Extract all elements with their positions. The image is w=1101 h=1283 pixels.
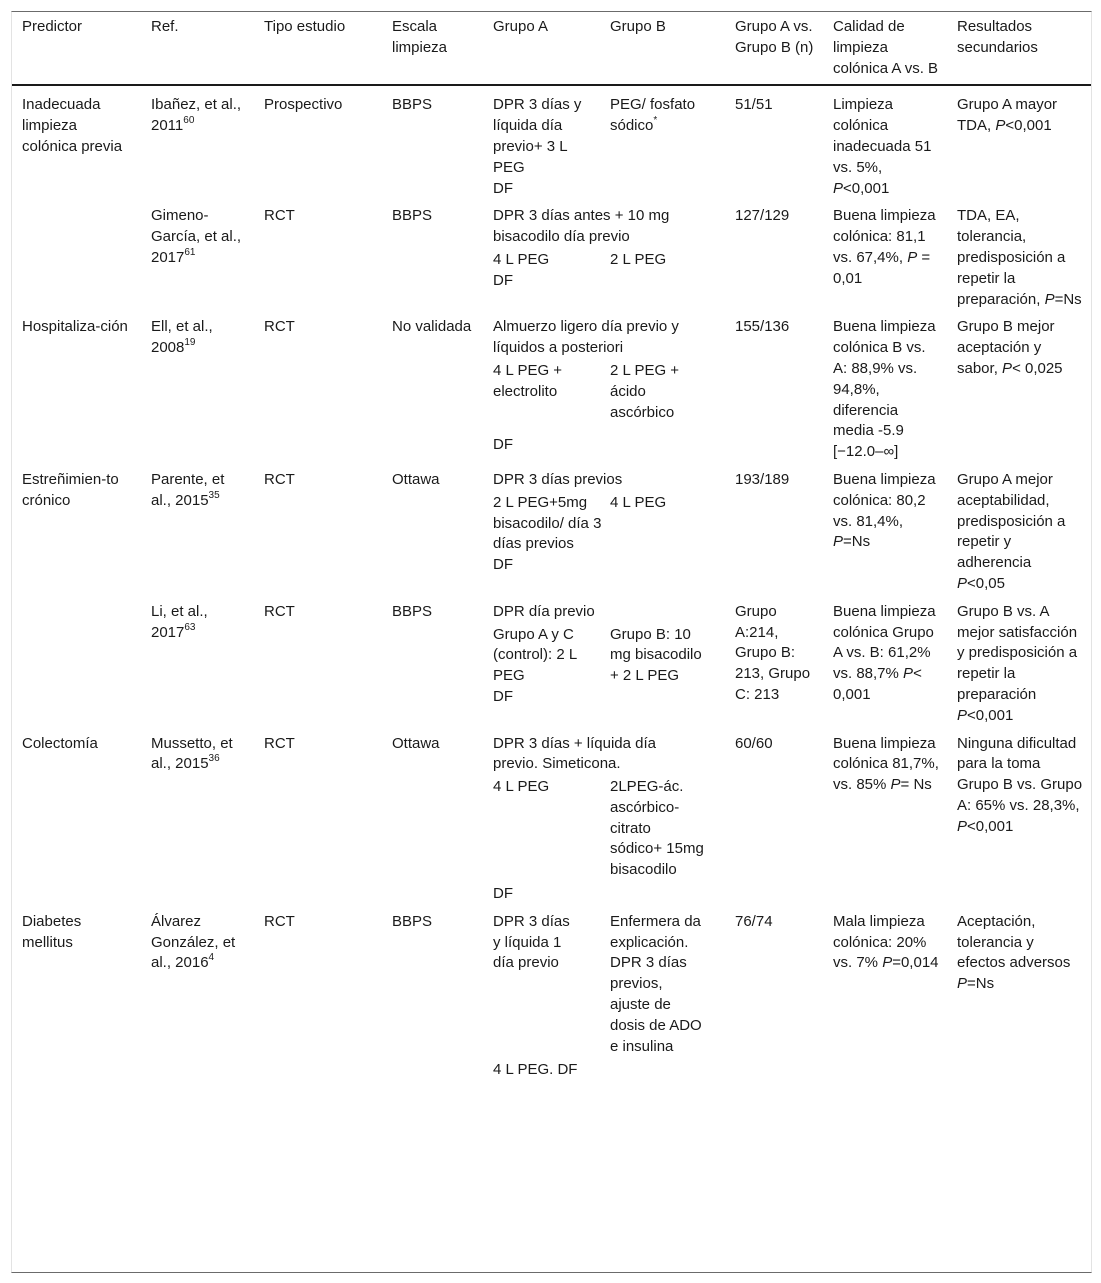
p-value: =0,014 <box>892 954 939 972</box>
header-calidad: Calidad de limpieza colónica A vs. B <box>833 18 939 77</box>
cell-secundarios <box>947 729 1091 907</box>
grupo-a-text: 2 L PEG+5mg bisacodilo/ día 3 días previos <box>493 493 602 553</box>
cell-ref <box>141 312 254 465</box>
header-grupo-b: Grupo B <box>610 18 666 35</box>
p-label: P <box>833 179 844 197</box>
grupo-a-df: DF <box>493 436 513 454</box>
cell-calidad: Buena limpieza colónica B vs. A: 88,9% vs. 94,8%, diferencia media -5.9 [−12.0–∞] <box>833 318 936 461</box>
p-label: P <box>995 117 1006 135</box>
ref-text: Parente, et al., 2015 <box>151 470 225 509</box>
cell-ref <box>141 597 254 729</box>
secundarios-text: TDA, EA, tolerancia, predisposición a repetir la preparación, <box>957 207 1066 308</box>
header-escala: Escala limpieza <box>392 18 448 56</box>
cell-secundarios <box>947 312 1091 465</box>
grupo-b-superscript: * <box>653 115 658 127</box>
header-grupo-a: Grupo A <box>493 18 549 35</box>
ref-superscript: 60 <box>183 115 195 127</box>
shared-protocol: DPR 3 días previos <box>493 470 623 488</box>
cell-secundarios <box>947 597 1091 729</box>
header-n: Grupo A vs. Grupo B (n) <box>735 18 814 56</box>
cell-tipo: RCT <box>264 470 295 488</box>
table-row <box>12 729 1091 907</box>
cell-grupos <box>483 729 725 907</box>
grupo-a-block <box>493 493 603 576</box>
grupo-a-text: DPR 3 días y líquida 1 día previo <box>493 912 570 972</box>
ref-superscript: 63 <box>184 621 196 633</box>
secundarios-text: Aceptación, tolerancia y efectos adversos <box>957 912 1071 972</box>
cell-grupos <box>483 201 725 312</box>
group-split <box>493 625 717 708</box>
grupo-a-df: DF <box>493 556 513 574</box>
grupo-a-df: DF <box>493 271 513 289</box>
table-row <box>12 312 1091 465</box>
p-value: <0,001 <box>967 817 1014 835</box>
p-value: <0,05 <box>967 574 1005 592</box>
grupo-b-text: Enfermera da explicación. DPR 3 días previos, ajuste de dosis de ADO e insulina <box>610 912 702 1055</box>
predictor-table <box>12 12 1091 1087</box>
cell-predictor <box>12 597 141 729</box>
group-split <box>493 250 717 292</box>
cell-calidad <box>823 729 947 907</box>
p-value: <0,001 <box>1005 117 1052 135</box>
cell-tipo: RCT <box>264 734 295 752</box>
cell-ref <box>141 201 254 312</box>
cell-calidad <box>823 465 947 597</box>
p-label: P <box>882 954 893 972</box>
group-split <box>493 493 717 576</box>
cell-n: 193/189 <box>735 470 790 488</box>
grupo-a-text: 4 L PEG <box>493 250 550 268</box>
grupo-a-df: DF <box>493 687 513 705</box>
table-header <box>12 12 1091 85</box>
grupo-a-block <box>493 361 610 423</box>
calidad-text: Buena limpieza colónica Grupo A vs. B: 61,2% vs. 88,7% <box>833 602 936 683</box>
shared-protocol: DPR 3 días antes + 10 mg bisacodilo día previo <box>493 207 670 246</box>
p-value: = Ns <box>900 776 932 794</box>
cell-grupos <box>483 312 725 465</box>
calidad-text: Buena limpieza colónica: 81,1 vs. 67,4%, <box>833 207 936 266</box>
cell-escala: BBPS <box>392 96 433 114</box>
p-value: =Ns <box>843 533 871 551</box>
table-row <box>12 465 1091 597</box>
p-label: P <box>833 533 844 551</box>
ref-text: Ell, et al., 2008 <box>151 318 213 357</box>
cell-escala: BBPS <box>392 207 433 225</box>
shared-protocol: DPR día previo <box>493 602 595 620</box>
ref-superscript: 36 <box>208 753 220 765</box>
table-row <box>12 85 1091 201</box>
grupo-a-text: 4 L PEG <box>493 778 550 796</box>
table-body <box>12 85 1091 1087</box>
cell-escala: Ottawa <box>392 734 440 752</box>
p-label: P <box>957 574 968 592</box>
table-row <box>12 907 1091 1087</box>
calidad-text: Buena limpieza colónica 81,7%, vs. 85% <box>833 734 939 794</box>
ref-text: Ibañez, et al., 2011 <box>151 96 242 135</box>
secundarios-text: Ninguna dificultad para la toma Grupo B vs. Grupo A: 65% vs. 28,3%, <box>957 734 1083 814</box>
grupo-a-block <box>493 625 583 708</box>
cell-predictor: Colectomía <box>22 734 98 752</box>
cell-tipo: RCT <box>264 912 295 930</box>
header-secundarios: Resultados secundarios <box>957 18 1038 56</box>
cell-n: Grupo A:214, Grupo B: 213, Grupo C: 213 <box>735 602 811 703</box>
cell-secundarios <box>947 907 1091 1087</box>
cell-escala: BBPS <box>392 912 433 930</box>
cell-escala: No validada <box>392 318 472 336</box>
calidad-text: Buena limpieza colónica: 80,2 vs. 81,4%, <box>833 470 936 530</box>
shared-protocol: Almuerzo ligero día previo y líquidos a posteriori <box>493 318 679 357</box>
cell-predictor: Estreñimien-to crónico <box>22 470 119 509</box>
p-label: P <box>957 706 968 724</box>
header-ref: Ref. <box>151 18 179 35</box>
cell-n: 51/51 <box>735 96 773 114</box>
cell-tipo: RCT <box>264 602 295 620</box>
cell-ref <box>141 465 254 597</box>
p-value: =Ns <box>967 975 995 993</box>
grupo-a-df: 4 L PEG. DF <box>493 1061 578 1079</box>
p-value: < 0,001 <box>833 665 922 703</box>
cell-grupos <box>483 597 725 729</box>
cell-tipo: RCT <box>264 318 295 336</box>
cell-calidad <box>823 907 947 1087</box>
cell-secundarios <box>947 201 1091 312</box>
ref-superscript: 35 <box>208 489 220 501</box>
cell-calidad <box>823 597 947 729</box>
grupo-b-text: 2LPEG-ác. ascórbico-citrato sódico+ 15mg bisacodilo <box>610 778 704 879</box>
secundarios-text: Grupo A mayor TDA, <box>957 96 1058 135</box>
cell-tipo: Prospectivo <box>264 96 343 114</box>
p-label: P <box>1044 290 1055 308</box>
p-value: <0,001 <box>967 706 1014 724</box>
cell-predictor <box>12 85 141 201</box>
p-value: = 0,01 <box>833 248 931 287</box>
cell-escala: Ottawa <box>392 470 440 488</box>
predictor-text: Inadecuada limpieza colónica previa <box>22 96 123 155</box>
calidad-text: Limpieza colónica inadecuada 51 vs. 5%, <box>833 96 932 176</box>
cell-secundarios <box>947 85 1091 201</box>
header-row <box>12 12 1091 85</box>
p-label: P <box>957 817 968 835</box>
cell-ref <box>141 729 254 907</box>
cell-grupo-b <box>600 85 725 201</box>
cell-grupos <box>483 465 725 597</box>
p-value: =Ns <box>1054 290 1082 308</box>
grupo-a-text: DPR 3 días y líquida día previo+ 3 L PEG <box>493 96 582 176</box>
cell-calidad <box>823 201 947 312</box>
group-split <box>493 912 717 1058</box>
cell-secundarios <box>947 465 1091 597</box>
group-split <box>493 361 717 423</box>
cell-n: 76/74 <box>735 912 773 930</box>
grupo-a-df: DF <box>493 179 513 197</box>
cell-ref <box>141 85 254 201</box>
calidad-text: Mala limpieza colónica: 20% vs. 7% <box>833 912 927 972</box>
ref-text: Álvarez González, et al., 2016 <box>151 912 236 972</box>
cell-n: 155/136 <box>735 318 790 336</box>
secundarios-text: Grupo B vs. A mejor satisfacción y predisposición a repetir la preparación <box>957 602 1078 703</box>
ref-text: Mussetto, et al., 2015 <box>151 734 233 773</box>
p-label: P <box>957 975 968 993</box>
predictor-table-container <box>11 11 1092 1273</box>
cell-predictor: Hospitaliza-ción <box>22 318 128 336</box>
p-label: P <box>907 248 918 266</box>
grupo-b-text: Grupo B: 10 mg bisacodilo + 2 L PEG <box>610 625 702 685</box>
cell-n: 127/129 <box>735 207 790 225</box>
cell-grupos <box>483 907 725 1087</box>
grupo-a-block <box>493 250 610 292</box>
ref-text: Gimeno-García, et al., 2017 <box>151 207 242 266</box>
ref-superscript: 4 <box>208 952 215 964</box>
cell-grupo-a <box>483 85 600 201</box>
p-label: P <box>890 776 901 794</box>
grupo-b-text: 2 L PEG + ácido ascórbico <box>610 361 680 421</box>
grupo-b-text: 4 L PEG <box>610 493 667 511</box>
cell-calidad <box>823 85 947 201</box>
cell-tipo: RCT <box>264 207 295 225</box>
header-tipo: Tipo estudio <box>264 18 346 35</box>
grupo-b-text: 2 L PEG <box>610 250 667 268</box>
secundarios-text: Grupo A mejor aceptabilidad, predisposición a repetir y adherencia <box>957 470 1066 572</box>
ref-superscript: 61 <box>184 246 196 258</box>
p-value: <0,001 <box>843 179 890 197</box>
cell-escala: BBPS <box>392 602 433 620</box>
cell-ref <box>141 907 254 1087</box>
table-row <box>12 597 1091 729</box>
group-split <box>493 777 717 881</box>
secundarios-text: Grupo B mejor aceptación y sabor, <box>957 318 1055 377</box>
cell-predictor: Diabetes mellitus <box>22 912 82 951</box>
table-row <box>12 201 1091 312</box>
grupo-a-text: Grupo A y C (control): 2 L PEG <box>493 625 577 685</box>
p-value: < 0,025 <box>1012 359 1063 377</box>
p-label: P <box>903 665 914 683</box>
header-predictor: Predictor <box>22 18 83 35</box>
cell-predictor <box>12 201 141 312</box>
cell-n: 60/60 <box>735 734 773 752</box>
ref-text: Li, et al., 2017 <box>151 602 208 641</box>
grupo-b-text: PEG/ fosfato sódico <box>610 96 696 135</box>
shared-protocol: DPR 3 días + líquida día previo. Simeticona. <box>493 734 657 773</box>
grupo-a-df: DF <box>493 885 513 903</box>
p-label: P <box>1002 359 1013 377</box>
grupo-a-text: 4 L PEG + electrolito <box>493 361 563 400</box>
ref-superscript: 19 <box>184 337 196 349</box>
